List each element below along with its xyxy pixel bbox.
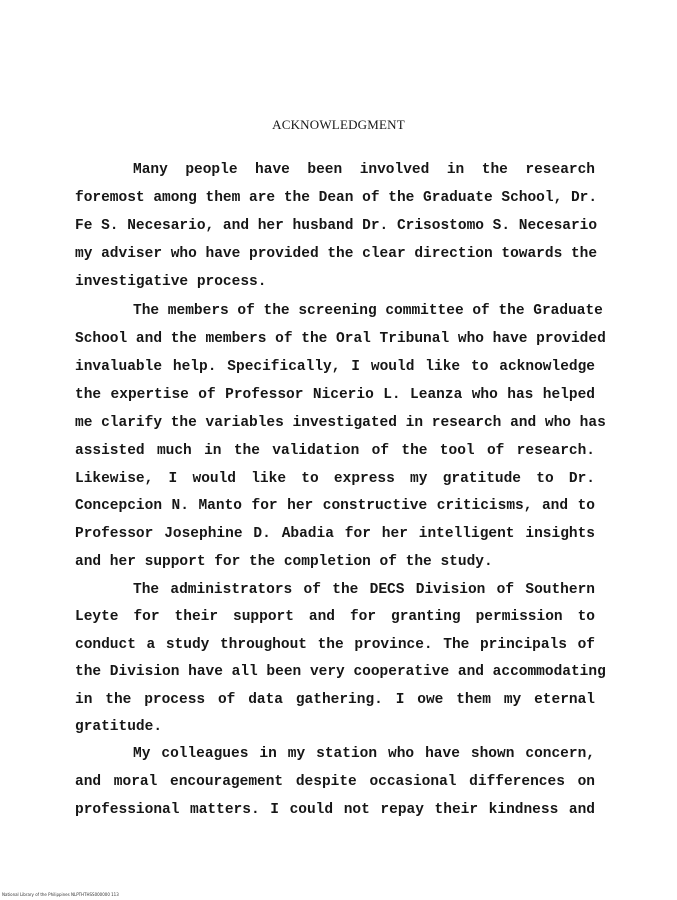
text-line: The administrators of the DECS Division of Southern — [133, 582, 595, 598]
text-line: Fe S. Necesario, and her husband Dr. Crisostomo S. Necesario — [75, 218, 598, 234]
text-line: My colleagues in my station who have shown concern, — [133, 746, 595, 762]
text-line: assisted much in the validation of the tool of research. — [75, 443, 595, 459]
text-line: conduct a study throughout the province. The principals of — [75, 637, 595, 653]
text-line: my adviser who have provided the clear direction towards the — [75, 246, 598, 262]
text-line: professional matters. I could not repay their kindness and — [75, 802, 595, 818]
text-line: me clarify the variables investigated in research and who has — [75, 415, 606, 431]
text-line: The members of the screening committee of the Graduate — [133, 303, 603, 319]
text-line: Many people have been involved in the research — [133, 162, 595, 178]
footer-caption: National Library of the Philippines NLPTHTHSS000000 113 — [2, 892, 119, 897]
text-line: Professor Josephine D. Abadia for her intelligent insights — [75, 526, 595, 542]
text-line: investigative process. — [75, 274, 267, 290]
text-line: Leyte for their support and for granting permission to — [75, 609, 595, 625]
text-line: gratitude. — [75, 719, 163, 735]
text-line: invaluable help. Specifically, I would like to acknowledge — [75, 359, 595, 375]
text-line: the expertise of Professor Nicerio L. Leanza who has helped — [75, 387, 595, 403]
text-line: foremost among them are the Dean of the Graduate School, Dr. — [75, 190, 598, 206]
text-line: and moral encouragement despite occasional differences on — [75, 774, 595, 790]
text-line: Concepcion N. Manto for her constructive criticisms, and to — [75, 498, 595, 514]
text-line: the Division have all been very cooperative and accommodating — [75, 664, 606, 680]
text-line: Likewise, I would like to express my gratitude to Dr. — [75, 471, 595, 487]
text-line: in the process of data gathering. I owe them my eternal — [75, 692, 595, 708]
document-title: ACKNOWLEDGMENT — [272, 117, 405, 132]
text-line: School and the members of the Oral Tribunal who have provided — [75, 331, 606, 347]
text-line: and her support for the completion of the study. — [75, 554, 493, 570]
